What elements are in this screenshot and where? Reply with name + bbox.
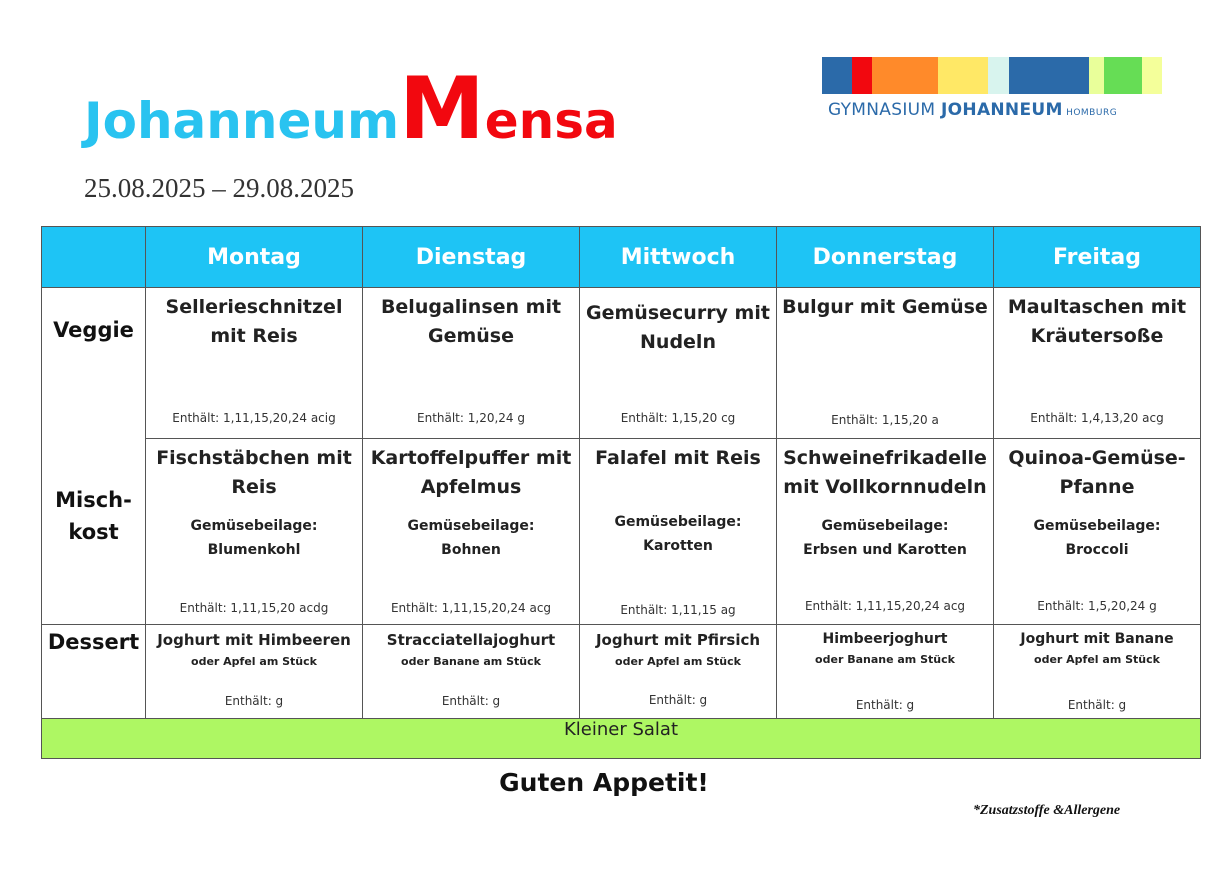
logo-bar bbox=[988, 57, 1009, 94]
side-dish-label: Gemüsebeilage: bbox=[190, 518, 318, 534]
allergen-info: Enthält: g bbox=[1067, 698, 1127, 712]
row-label-cell bbox=[42, 288, 146, 625]
day-header: Montag bbox=[146, 227, 363, 288]
allergen-info: Enthält: 1,20,24 g bbox=[417, 411, 525, 425]
dish-name: Bulgur mit Gemüse bbox=[782, 296, 988, 318]
row-label-mischkost bbox=[42, 484, 145, 548]
allergen-info: Enthält: 1,11,15,20,24 acg bbox=[804, 599, 966, 613]
logo-bar bbox=[1142, 57, 1162, 94]
dessert-name: Stracciatellajoghurt bbox=[386, 631, 556, 649]
row-label-misch: Misch- bbox=[55, 488, 132, 512]
side-dish-label: Gemüsebeilage: bbox=[614, 514, 742, 530]
logo-text bbox=[828, 100, 1162, 120]
side-dish-label: Gemüsebeilage: bbox=[407, 518, 535, 534]
dessert-name: Joghurt mit Himbeeren bbox=[157, 631, 351, 649]
allergen-info: Enthält: g bbox=[441, 694, 501, 708]
logo-color-bars bbox=[822, 57, 1162, 94]
school-logo bbox=[822, 57, 1162, 120]
allergen-footnote: *Zusatzstoffe &Allergene bbox=[973, 803, 1121, 818]
allergen-info: Enthält: g bbox=[855, 698, 915, 712]
logo-text-johanneum: JOHANNEUM bbox=[941, 100, 1063, 120]
salad-banner: Kleiner Salat bbox=[42, 719, 1201, 759]
row-label-dessert: Dessert bbox=[47, 630, 140, 654]
side-dish-label: Gemüsebeilage: bbox=[1033, 518, 1161, 534]
dessert-alternative: oder Apfel am Stück bbox=[615, 655, 741, 668]
veggie-cell bbox=[580, 288, 777, 439]
dessert-row bbox=[42, 625, 1201, 719]
dessert-cell bbox=[994, 625, 1201, 719]
row-label-cell bbox=[42, 625, 146, 719]
dessert-alternative: oder Apfel am Stück bbox=[191, 655, 317, 668]
side-dish: Broccoli bbox=[1065, 542, 1129, 558]
date-range: 25.08.2025 – 29.08.2025 bbox=[84, 173, 354, 203]
mischkost-cell bbox=[146, 439, 363, 625]
dessert-name: Joghurt mit Banane bbox=[1020, 631, 1174, 647]
logo-bar bbox=[822, 57, 852, 94]
dish-name: Kartoffelpuffer mit Apfelmus bbox=[370, 447, 572, 498]
day-header: Dienstag bbox=[363, 227, 580, 288]
allergen-info: Enthält: g bbox=[224, 694, 284, 708]
dessert-cell bbox=[777, 625, 994, 719]
dish-name: Gemüsecurry mit Nudeln bbox=[586, 302, 770, 353]
allergen-info: Enthält: 1,5,20,24 g bbox=[1037, 599, 1157, 613]
dessert-alternative: oder Banane am Stück bbox=[401, 655, 541, 668]
row-label-veggie: Veggie bbox=[53, 318, 134, 342]
mischkost-cell bbox=[777, 439, 994, 625]
closing-message: Guten Appetit! bbox=[499, 768, 709, 797]
row-label-kost: kost bbox=[68, 520, 119, 544]
side-dish-label: Gemüsebeilage: bbox=[821, 518, 949, 534]
dish-name: Falafel mit Reis bbox=[595, 447, 761, 469]
dessert-cell bbox=[580, 625, 777, 719]
dessert-cell bbox=[363, 625, 580, 719]
allergen-info: Enthält: 1,11,15,20,24 acig bbox=[172, 411, 336, 425]
logo-bar bbox=[938, 57, 988, 94]
veggie-cell bbox=[146, 288, 363, 439]
veggie-cell bbox=[363, 288, 580, 439]
dish-name: Sellerieschnitzel mit Reis bbox=[165, 296, 343, 347]
allergen-info: Enthält: g bbox=[648, 693, 708, 707]
side-dish: Erbsen und Karotten bbox=[803, 542, 967, 558]
day-header: Mittwoch bbox=[580, 227, 777, 288]
logo-bar bbox=[1089, 57, 1104, 94]
logo-bar bbox=[1009, 57, 1089, 94]
dish-name: Fischstäbchen mit Reis bbox=[156, 447, 352, 498]
menu-table bbox=[41, 226, 1201, 759]
mischkost-cell bbox=[363, 439, 580, 625]
corner-cell bbox=[42, 227, 146, 288]
title-ensa: ensa bbox=[484, 92, 618, 150]
salad-row bbox=[42, 719, 1201, 759]
allergen-info: Enthält: 1,4,13,20 acg bbox=[1030, 411, 1164, 425]
side-dish: Karotten bbox=[643, 538, 713, 554]
title-m: M bbox=[399, 59, 485, 159]
dessert-alternative: oder Banane am Stück bbox=[815, 653, 955, 666]
dessert-cell bbox=[146, 625, 363, 719]
logo-text-homburg: HOMBURG bbox=[1062, 108, 1118, 118]
allergen-info: Enthält: 1,11,15 ag bbox=[620, 603, 736, 617]
dish-name: Belugalinsen mit Gemüse bbox=[380, 296, 562, 347]
dessert-alternative: oder Apfel am Stück bbox=[1034, 653, 1160, 666]
logo-bar bbox=[1104, 57, 1142, 94]
allergen-info: Enthält: 1,11,15,20 acdg bbox=[179, 601, 329, 615]
veggie-cell bbox=[777, 288, 994, 439]
dessert-name: Himbeerjoghurt bbox=[822, 631, 948, 647]
veggie-row bbox=[42, 288, 1201, 439]
logo-text-gymnasium: GYMNASIUM bbox=[828, 100, 942, 120]
mischkost-row bbox=[42, 439, 1201, 625]
dish-name: Schweinefrikadelle mit Vollkornnudeln bbox=[783, 447, 987, 498]
mischkost-cell bbox=[994, 439, 1201, 625]
veggie-cell bbox=[994, 288, 1201, 439]
day-header: Donnerstag bbox=[777, 227, 994, 288]
allergen-info: Enthält: 1,11,15,20,24 acg bbox=[390, 601, 552, 615]
day-header-row bbox=[42, 227, 1201, 288]
page-title bbox=[84, 59, 618, 159]
title-johanneum: Johanneum bbox=[84, 92, 400, 150]
allergen-info: Enthält: 1,15,20 cg bbox=[620, 411, 736, 425]
logo-bar bbox=[852, 57, 872, 94]
logo-bar bbox=[872, 57, 938, 94]
dessert-name: Joghurt mit Pfirsich bbox=[595, 631, 761, 649]
dish-name: Quinoa-Gemüse-Pfanne bbox=[1008, 447, 1186, 498]
dish-name: Maultaschen mit Kräutersoße bbox=[1007, 296, 1187, 347]
allergen-info: Enthält: 1,15,20 a bbox=[831, 413, 939, 427]
mischkost-cell bbox=[580, 439, 777, 625]
day-header: Freitag bbox=[994, 227, 1201, 288]
side-dish: Blumenkohl bbox=[207, 542, 301, 558]
side-dish: Bohnen bbox=[441, 542, 501, 558]
